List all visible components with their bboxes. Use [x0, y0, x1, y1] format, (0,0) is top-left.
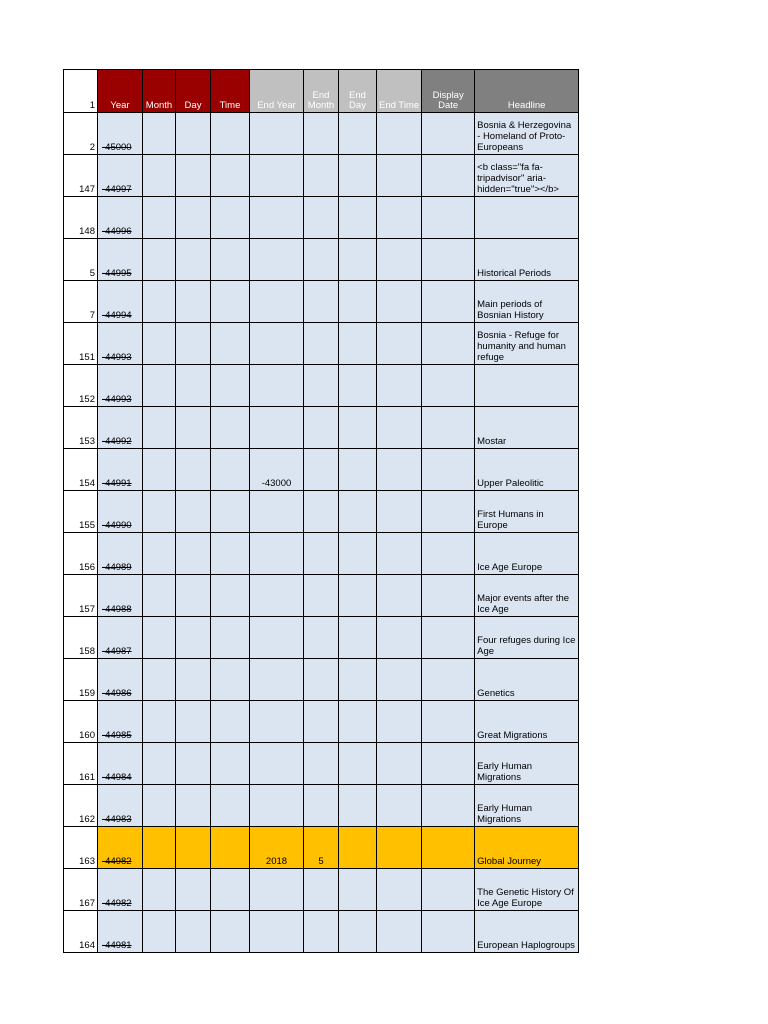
time-cell[interactable] [211, 239, 250, 281]
end-month-cell[interactable] [304, 239, 339, 281]
day-cell[interactable] [176, 155, 211, 197]
end-year-cell[interactable] [250, 701, 304, 743]
end-month-cell[interactable] [304, 869, 339, 911]
row-number-cell[interactable]: 167 [64, 869, 98, 911]
row-number-cell[interactable]: 151 [64, 323, 98, 365]
end-year-cell[interactable] [250, 365, 304, 407]
row-number-cell[interactable]: 161 [64, 743, 98, 785]
month-cell[interactable] [143, 617, 176, 659]
month-cell[interactable] [143, 575, 176, 617]
time-cell[interactable] [211, 407, 250, 449]
time-cell[interactable] [211, 281, 250, 323]
row-number-cell[interactable]: 155 [64, 491, 98, 533]
end-time-cell[interactable] [377, 743, 422, 785]
table-row [64, 365, 579, 407]
end-time-cell[interactable] [377, 449, 422, 491]
table-row [64, 197, 579, 239]
end-year-cell[interactable] [250, 659, 304, 701]
year-cell[interactable]: -44982 [98, 869, 143, 911]
time-cell[interactable] [211, 533, 250, 575]
row-number-cell[interactable]: 157 [64, 575, 98, 617]
header-day[interactable]: Day [176, 70, 211, 113]
day-cell[interactable] [176, 449, 211, 491]
month-cell[interactable] [143, 659, 176, 701]
table-row [64, 575, 579, 617]
end-year-cell[interactable] [250, 197, 304, 239]
end-month-cell[interactable] [304, 365, 339, 407]
header-end-month[interactable] [304, 70, 339, 113]
month-cell[interactable] [143, 827, 176, 869]
end-day-cell[interactable] [339, 785, 377, 827]
year-cell[interactable]: -44986 [98, 659, 143, 701]
header-headline[interactable]: Headline [475, 70, 579, 113]
time-cell[interactable] [211, 113, 250, 155]
year-cell[interactable]: -44994 [98, 281, 143, 323]
year-cell[interactable]: -44988 [98, 575, 143, 617]
end-month-cell[interactable] [304, 281, 339, 323]
end-year-cell[interactable] [250, 533, 304, 575]
display-date-cell[interactable] [422, 113, 475, 155]
row-number-cell[interactable]: 153 [64, 407, 98, 449]
end-month-cell[interactable] [304, 659, 339, 701]
end-month-cell[interactable] [304, 323, 339, 365]
end-year-cell[interactable] [250, 407, 304, 449]
end-time-cell[interactable] [377, 113, 422, 155]
table-row [64, 533, 579, 575]
end-day-cell[interactable] [339, 365, 377, 407]
day-cell[interactable] [176, 869, 211, 911]
end-day-cell[interactable] [339, 911, 377, 953]
year-cell[interactable]: -44997 [98, 155, 143, 197]
table-row [64, 281, 579, 323]
time-cell[interactable] [211, 659, 250, 701]
year-cell[interactable]: -44990 [98, 491, 143, 533]
row-number-cell[interactable]: 158 [64, 617, 98, 659]
end-month-cell[interactable] [304, 491, 339, 533]
row-number-cell[interactable]: 160 [64, 701, 98, 743]
table-row [64, 491, 579, 533]
end-year-cell[interactable] [250, 911, 304, 953]
time-cell[interactable] [211, 365, 250, 407]
table-row [64, 827, 579, 869]
row-number-cell[interactable]: 7 [64, 281, 98, 323]
day-cell[interactable] [176, 827, 211, 869]
time-cell[interactable] [211, 197, 250, 239]
end-day-cell[interactable] [339, 323, 377, 365]
headline-cell[interactable] [475, 197, 579, 239]
headline-cell[interactable]: First Humans in Europe [475, 491, 579, 533]
table-row [64, 617, 579, 659]
end-year-cell[interactable] [250, 785, 304, 827]
display-date-cell[interactable] [422, 533, 475, 575]
end-year-cell[interactable] [250, 239, 304, 281]
month-cell[interactable] [143, 533, 176, 575]
time-cell[interactable] [211, 491, 250, 533]
end-time-cell[interactable] [377, 785, 422, 827]
end-year-cell[interactable]: -43000 [250, 449, 304, 491]
day-cell[interactable] [176, 323, 211, 365]
day-cell[interactable] [176, 197, 211, 239]
end-month-cell[interactable] [304, 617, 339, 659]
display-date-cell[interactable] [422, 827, 475, 869]
year-cell[interactable]: -45000 [98, 113, 143, 155]
table-row [64, 113, 579, 155]
end-month-cell[interactable]: 5 [304, 827, 339, 869]
headline-cell[interactable]: Four refuges during Ice Age [475, 617, 579, 659]
display-date-cell[interactable] [422, 701, 475, 743]
header-display-date-label: Display Date [432, 90, 464, 111]
end-day-cell[interactable] [339, 407, 377, 449]
end-month-cell[interactable] [304, 743, 339, 785]
display-date-cell[interactable] [422, 239, 475, 281]
end-year-cell[interactable] [250, 281, 304, 323]
table-row [64, 743, 579, 785]
end-month-cell[interactable] [304, 449, 339, 491]
end-year-cell[interactable] [250, 155, 304, 197]
header-end-year[interactable]: End Year [250, 70, 304, 113]
row-number-cell[interactable]: 156 [64, 533, 98, 575]
row-number-cell[interactable]: 148 [64, 197, 98, 239]
month-cell[interactable] [143, 449, 176, 491]
end-time-cell[interactable] [377, 533, 422, 575]
day-cell[interactable] [176, 575, 211, 617]
headline-cell[interactable]: The Genetic History Of Ice Age Europe [475, 869, 579, 911]
month-cell[interactable] [143, 743, 176, 785]
headline-cell[interactable]: Early Human Migrations [475, 785, 579, 827]
row-number-cell[interactable]: 164 [64, 911, 98, 953]
time-cell[interactable] [211, 323, 250, 365]
end-day-cell[interactable] [339, 197, 377, 239]
month-cell[interactable] [143, 281, 176, 323]
row-number-cell[interactable]: 154 [64, 449, 98, 491]
display-date-cell[interactable] [422, 449, 475, 491]
table-row [64, 701, 579, 743]
headline-cell[interactable]: <b class="fa fa-tripadvisor" aria-hidden="true"></b> [475, 155, 579, 197]
time-cell[interactable] [211, 911, 250, 953]
day-cell[interactable] [176, 659, 211, 701]
row-number-cell[interactable]: 159 [64, 659, 98, 701]
end-month-cell[interactable] [304, 533, 339, 575]
end-day-cell[interactable] [339, 155, 377, 197]
month-cell[interactable] [143, 155, 176, 197]
header-end-time[interactable]: End Time [377, 70, 422, 113]
end-month-cell[interactable] [304, 113, 339, 155]
table-row [64, 323, 579, 365]
table-row [64, 659, 579, 701]
day-cell[interactable] [176, 911, 211, 953]
end-time-cell[interactable] [377, 911, 422, 953]
header-row [64, 70, 579, 113]
row-number-cell[interactable]: 147 [64, 155, 98, 197]
end-day-cell[interactable] [339, 491, 377, 533]
headline-cell[interactable]: Early Human Migrations [475, 743, 579, 785]
end-month-cell[interactable] [304, 911, 339, 953]
display-date-cell[interactable] [422, 407, 475, 449]
month-cell[interactable] [143, 869, 176, 911]
end-time-cell[interactable] [377, 365, 422, 407]
day-cell[interactable] [176, 785, 211, 827]
year-cell[interactable]: -44993 [98, 323, 143, 365]
year-cell[interactable]: -44992 [98, 407, 143, 449]
year-cell[interactable]: -44989 [98, 533, 143, 575]
year-cell[interactable]: -44985 [98, 701, 143, 743]
year-cell[interactable]: -44991 [98, 449, 143, 491]
end-month-cell[interactable] [304, 197, 339, 239]
year-cell[interactable]: -44983 [98, 785, 143, 827]
display-date-cell[interactable] [422, 491, 475, 533]
end-day-cell[interactable] [339, 827, 377, 869]
end-year-cell[interactable] [250, 743, 304, 785]
display-date-cell[interactable] [422, 323, 475, 365]
end-year-cell[interactable] [250, 869, 304, 911]
display-date-cell[interactable] [422, 743, 475, 785]
table-row [64, 239, 579, 281]
month-cell[interactable] [143, 491, 176, 533]
end-month-cell[interactable] [304, 155, 339, 197]
end-time-cell[interactable] [377, 491, 422, 533]
time-cell[interactable] [211, 701, 250, 743]
display-date-cell[interactable] [422, 911, 475, 953]
end-time-cell[interactable] [377, 281, 422, 323]
day-cell[interactable] [176, 491, 211, 533]
headline-cell[interactable]: Genetics [475, 659, 579, 701]
time-cell[interactable] [211, 869, 250, 911]
row-number-cell[interactable]: 152 [64, 365, 98, 407]
end-day-cell[interactable] [339, 575, 377, 617]
header-end-day-label: End Day [349, 90, 366, 111]
table-row [64, 449, 579, 491]
header-end-month-label: End Month [307, 90, 335, 111]
table-row [64, 911, 579, 953]
day-cell[interactable] [176, 113, 211, 155]
display-date-cell[interactable] [422, 575, 475, 617]
display-date-cell[interactable] [422, 197, 475, 239]
end-year-cell[interactable] [250, 617, 304, 659]
day-cell[interactable] [176, 533, 211, 575]
time-cell[interactable] [211, 155, 250, 197]
end-day-cell[interactable] [339, 113, 377, 155]
row-number-cell[interactable]: 5 [64, 239, 98, 281]
end-year-cell[interactable] [250, 323, 304, 365]
table-row [64, 785, 579, 827]
row-number-cell[interactable]: 2 [64, 113, 98, 155]
time-cell[interactable] [211, 785, 250, 827]
day-cell[interactable] [176, 281, 211, 323]
end-day-cell[interactable] [339, 281, 377, 323]
month-cell[interactable] [143, 365, 176, 407]
headline-cell[interactable]: Ice Age Europe [475, 533, 579, 575]
day-cell[interactable] [176, 743, 211, 785]
day-cell[interactable] [176, 407, 211, 449]
month-cell[interactable] [143, 239, 176, 281]
end-day-cell[interactable] [339, 869, 377, 911]
time-cell[interactable] [211, 743, 250, 785]
row-number-cell[interactable]: 162 [64, 785, 98, 827]
headline-cell[interactable]: Great Migrations [475, 701, 579, 743]
row-number-cell[interactable]: 163 [64, 827, 98, 869]
time-cell[interactable] [211, 449, 250, 491]
end-time-cell[interactable] [377, 617, 422, 659]
end-year-cell[interactable] [250, 491, 304, 533]
end-year-cell[interactable]: 2018 [250, 827, 304, 869]
headline-cell[interactable]: Mostar [475, 407, 579, 449]
end-day-cell[interactable] [339, 659, 377, 701]
end-day-cell[interactable] [339, 449, 377, 491]
end-month-cell[interactable] [304, 785, 339, 827]
display-date-cell[interactable] [422, 869, 475, 911]
month-cell[interactable] [143, 323, 176, 365]
headline-cell[interactable]: Main periods of Bosnian History [475, 281, 579, 323]
month-cell[interactable] [143, 113, 176, 155]
headline-cell[interactable]: Bosnia & Herzegovina - Homeland of Proto-Europeans [475, 113, 579, 155]
end-time-cell[interactable] [377, 575, 422, 617]
day-cell[interactable] [176, 617, 211, 659]
end-day-cell[interactable] [339, 617, 377, 659]
end-month-cell[interactable] [304, 575, 339, 617]
month-cell[interactable] [143, 701, 176, 743]
end-day-cell[interactable] [339, 533, 377, 575]
display-date-cell[interactable] [422, 617, 475, 659]
year-cell[interactable]: -44995 [98, 239, 143, 281]
end-month-cell[interactable] [304, 407, 339, 449]
headline-cell[interactable]: Bosnia - Refuge for humanity and human refuge [475, 323, 579, 365]
end-time-cell[interactable] [377, 407, 422, 449]
month-cell[interactable] [143, 911, 176, 953]
headline-cell[interactable]: Major events after the Ice Age [475, 575, 579, 617]
year-cell[interactable]: -44982 [98, 827, 143, 869]
end-time-cell[interactable] [377, 701, 422, 743]
row-number-cell[interactable]: 1 [64, 70, 98, 113]
year-cell[interactable]: -44993 [98, 365, 143, 407]
spreadsheet-table [63, 69, 579, 953]
time-cell[interactable] [211, 617, 250, 659]
year-cell[interactable]: -44984 [98, 743, 143, 785]
headline-cell[interactable] [475, 365, 579, 407]
end-time-cell[interactable] [377, 155, 422, 197]
display-date-cell[interactable] [422, 365, 475, 407]
end-time-cell[interactable] [377, 827, 422, 869]
display-date-cell[interactable] [422, 155, 475, 197]
year-cell[interactable]: -44981 [98, 911, 143, 953]
end-day-cell[interactable] [339, 701, 377, 743]
month-cell[interactable] [143, 407, 176, 449]
time-cell[interactable] [211, 827, 250, 869]
header-display-date[interactable] [422, 70, 475, 113]
end-year-cell[interactable] [250, 113, 304, 155]
end-day-cell[interactable] [339, 239, 377, 281]
end-time-cell[interactable] [377, 869, 422, 911]
end-year-cell[interactable] [250, 575, 304, 617]
end-time-cell[interactable] [377, 323, 422, 365]
day-cell[interactable] [176, 365, 211, 407]
header-time[interactable]: Time [211, 70, 250, 113]
end-time-cell[interactable] [377, 659, 422, 701]
display-date-cell[interactable] [422, 659, 475, 701]
headline-cell[interactable]: European Haplogroups [475, 911, 579, 953]
year-cell[interactable]: -44987 [98, 617, 143, 659]
end-time-cell[interactable] [377, 239, 422, 281]
end-month-cell[interactable] [304, 701, 339, 743]
month-cell[interactable] [143, 785, 176, 827]
end-day-cell[interactable] [339, 743, 377, 785]
headline-cell[interactable]: Upper Paleolitic [475, 449, 579, 491]
header-end-day[interactable] [339, 70, 377, 113]
day-cell[interactable] [176, 701, 211, 743]
headline-cell[interactable]: Global Journey [475, 827, 579, 869]
headline-cell[interactable]: Historical Periods [475, 239, 579, 281]
table-row [64, 407, 579, 449]
display-date-cell[interactable] [422, 281, 475, 323]
end-time-cell[interactable] [377, 197, 422, 239]
year-cell[interactable]: -44996 [98, 197, 143, 239]
table-row [64, 869, 579, 911]
day-cell[interactable] [176, 239, 211, 281]
month-cell[interactable] [143, 197, 176, 239]
display-date-cell[interactable] [422, 785, 475, 827]
header-year[interactable]: Year [98, 70, 143, 113]
time-cell[interactable] [211, 575, 250, 617]
header-month[interactable]: Month [143, 70, 176, 113]
table-row [64, 155, 579, 197]
sheet-body [64, 113, 579, 953]
